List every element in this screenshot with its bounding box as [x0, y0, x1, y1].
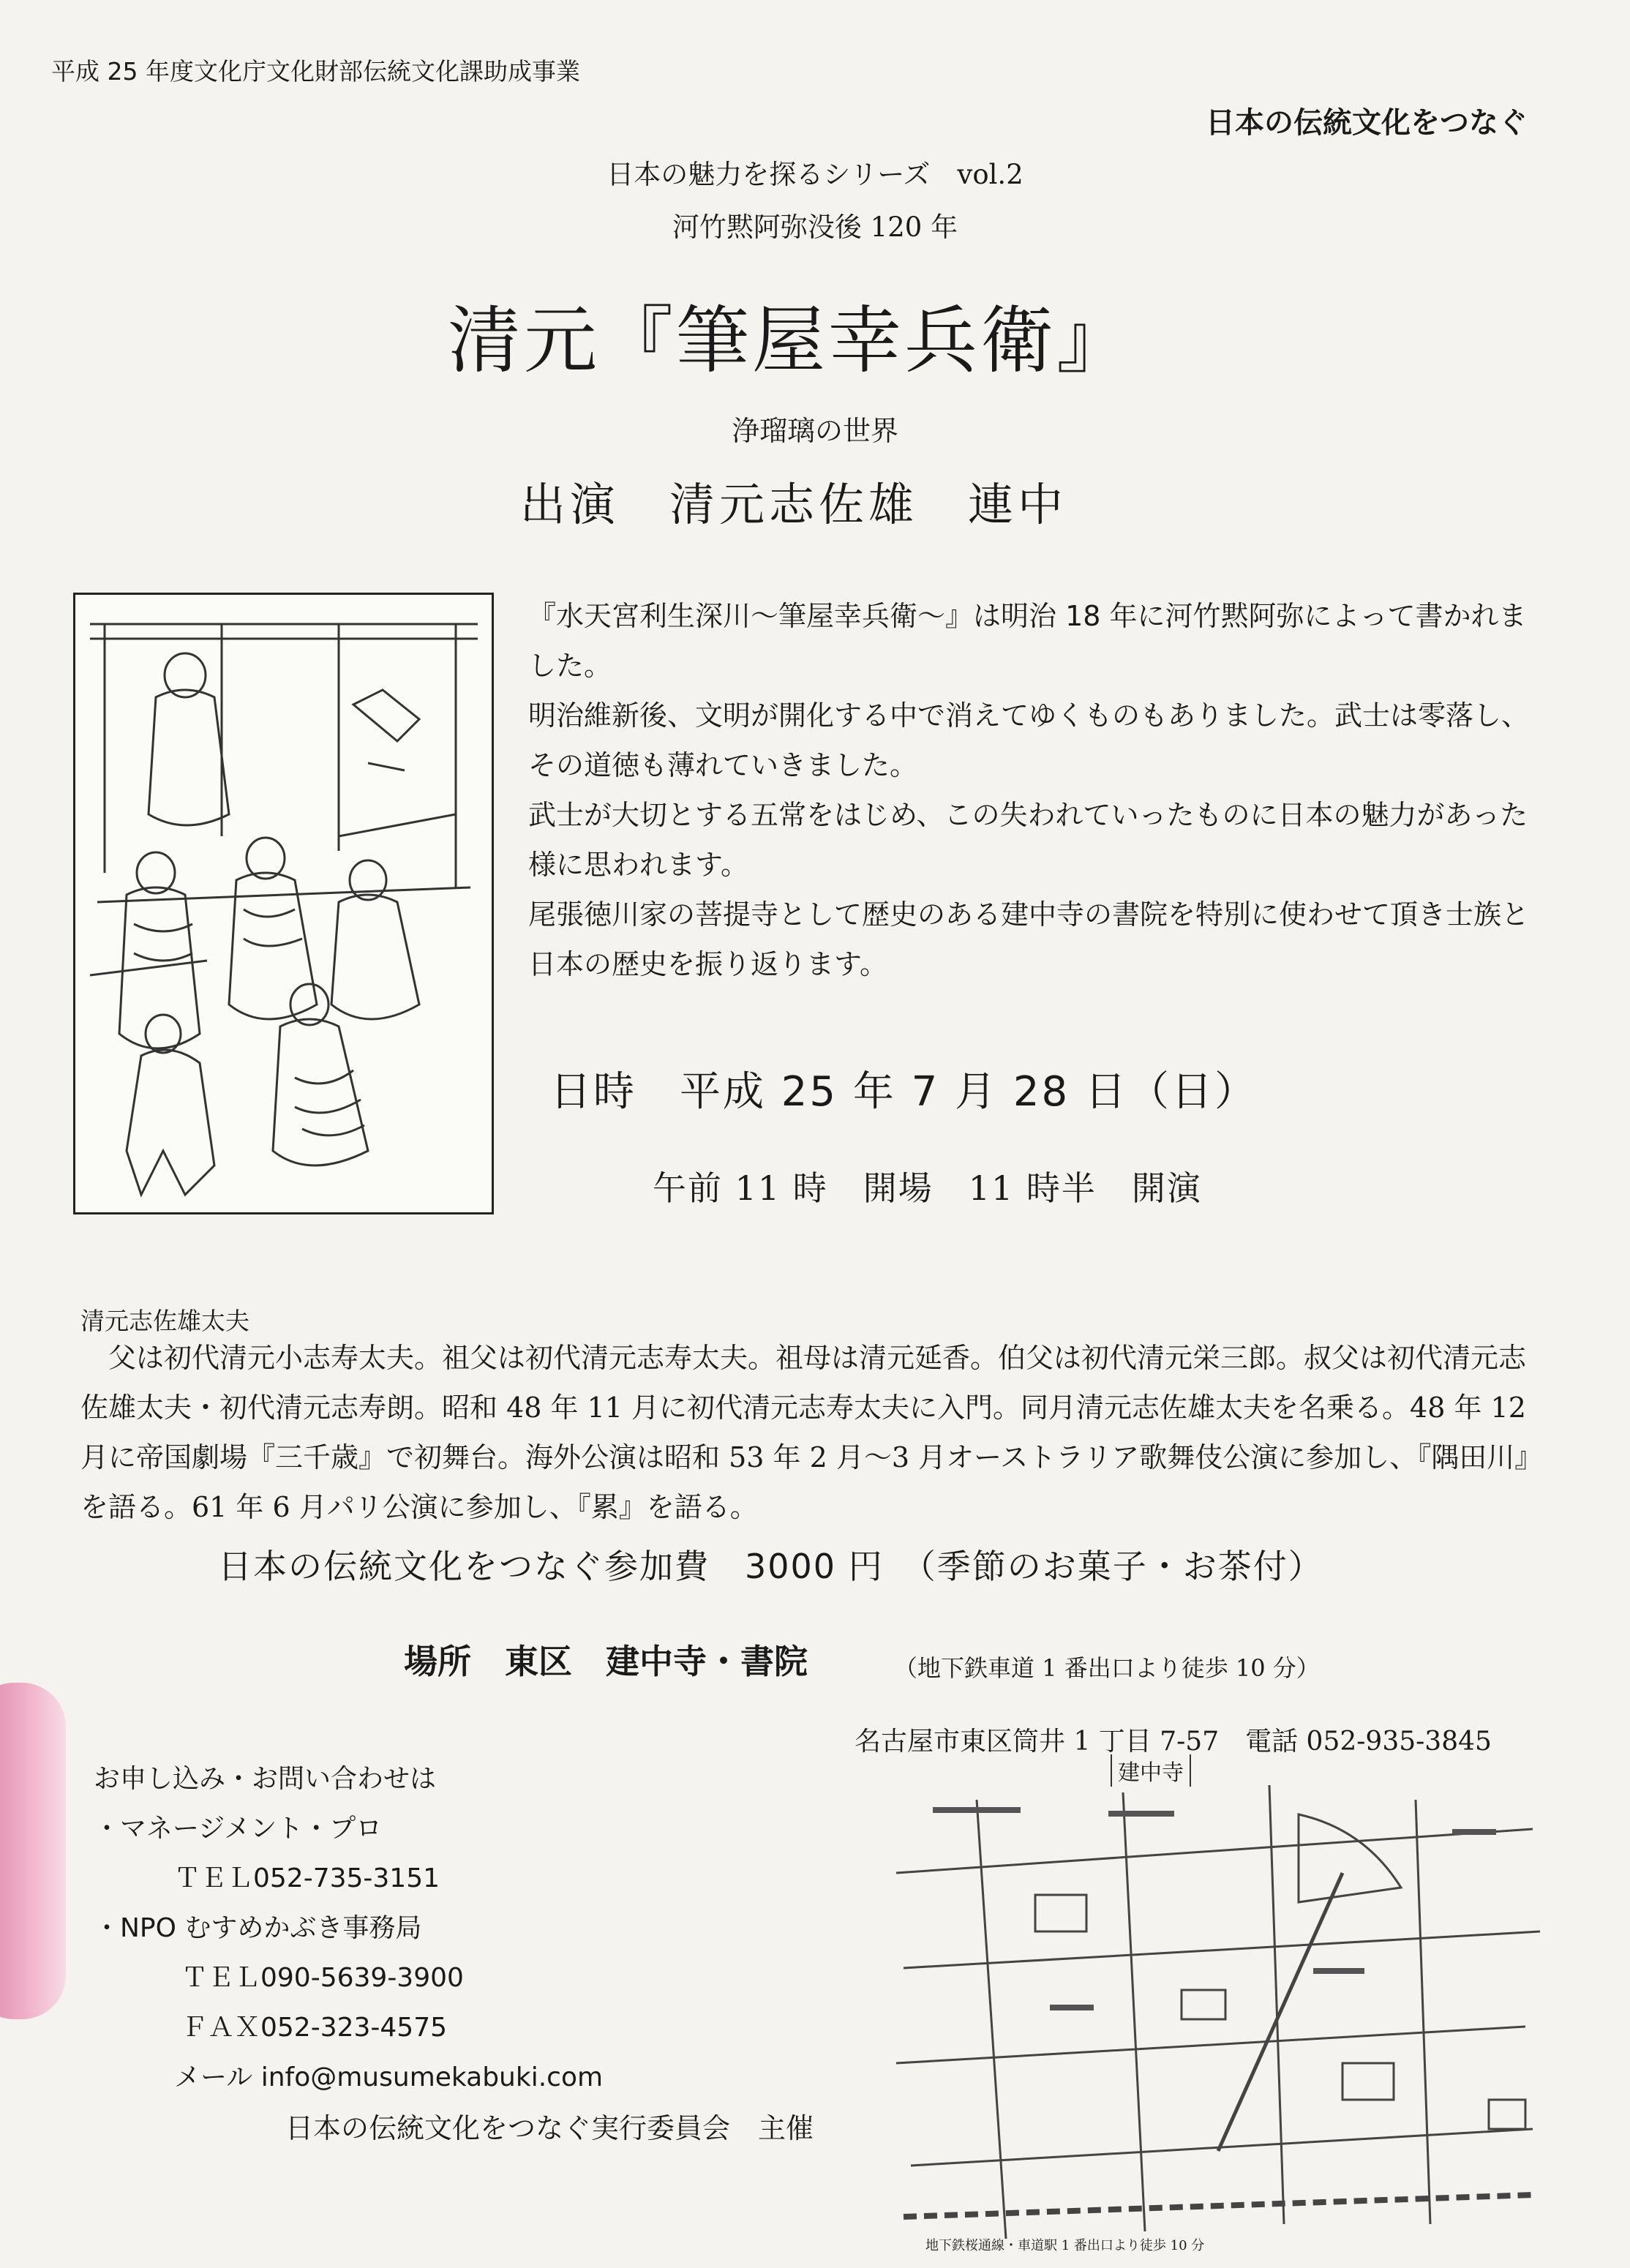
- genre-label: 浄瑠璃の世界: [731, 415, 898, 447]
- map-label: 建中寺: [1111, 1754, 1191, 1787]
- access-map: [889, 1785, 1547, 2250]
- participation-fee: 日本の伝統文化をつなぐ参加費 3000 円 （季節のお菓子・お茶付）: [218, 1547, 1323, 1586]
- subtitle: 河竹黙阿弥没後 120 年: [672, 211, 958, 243]
- event-date: 日時 平成 25 年 7 月 28 日（日）: [550, 1068, 1258, 1116]
- tagline: 日本の伝統文化をつなぐ: [1206, 106, 1528, 140]
- contact-heading: お申し込み・お問い合わせは: [94, 1764, 437, 1794]
- venue-place: 場所 東区 建中寺・書院: [404, 1642, 808, 1681]
- venue-access-note: （地下鉄車道 1 番出口より徒歩 10 分）: [894, 1654, 1320, 1682]
- bio-title: 清元志佐雄太夫: [80, 1307, 249, 1335]
- grant-notice: 平成 25 年度文化庁文化財部伝統文化課助成事業: [51, 57, 580, 86]
- event-time: 午前 11 時 開場 11 時半 開演: [653, 1168, 1202, 1208]
- contact-org-2: ・NPO むすめかぶき事務局: [94, 1913, 422, 1943]
- woodblock-illustration: [73, 593, 494, 1214]
- intro-paragraph: 『水天宮利生深川～筆屋幸兵衛～』は明治 18 年に河竹黙阿弥によって書かれました。: [528, 600, 1527, 682]
- map-caption: 地下鉄桜通線・車道駅 1 番出口より徒歩 10 分: [925, 2238, 1205, 2253]
- contact-block: [94, 1754, 603, 2103]
- contact-email: メール info@musumekabuki.com: [174, 2062, 604, 2092]
- illustration-drawing: [75, 595, 492, 1212]
- main-title: 清元『筆屋幸兵衛』: [448, 298, 1133, 383]
- bio-text: 父は初代清元小志寿太夫。祖父は初代清元志寿太夫。祖母は清元延香。伯父は初代清元栄三郎。叔父は初代清元志佐雄太夫・初代清元志寿朗。昭和 48 年 11 月に初代清元志寿太夫に入門。同月清元志佐雄太夫を名乗る。48 年 12 月に帝国劇場『三千歳』で初舞台。海外公演は昭和 53 年 2 月～3 月オーストラリア歌舞伎公演に参加し、『隅田川』を語る。61 年 6 月パリ公演に参加し、『累』を語る。: [80, 1342, 1529, 1523]
- venue-address: 名古屋市東区筒井 1 丁目 7-57 電話 052-935-3845: [855, 1727, 1492, 1757]
- organizer: 日本の伝統文化をつなぐ実行委員会 主催: [285, 2112, 814, 2144]
- intro-paragraph: 武士が大切とする五常をはじめ、この失われていったものに日本の魅力があった様に思われます。: [528, 799, 1528, 881]
- intro-text: [528, 591, 1531, 989]
- performer-line: 出演 清元志佐雄 連中: [519, 478, 1067, 531]
- intro-paragraph: 明治維新後、文明が開化する中で消えてゆくものもありました。武士は零落し、その道徳も薄れていきました。: [528, 699, 1530, 781]
- contact-org-2-tel: ＴＥＬ090-5639-3900: [181, 1963, 464, 1993]
- contact-org-1: ・マネージメント・プロ: [94, 1814, 383, 1844]
- series-title: 日本の魅力を探るシリーズ vol.2: [606, 159, 1024, 190]
- map-drawing: [889, 1785, 1547, 2250]
- intro-paragraph: 尾張徳川家の菩提寺として歴史のある建中寺の書院を特別に使わせて頂き士族と日本の歴史を振り返ります。: [528, 898, 1530, 980]
- contact-org-1-tel: ＴＥＬ052-735-3151: [174, 1863, 440, 1893]
- contact-org-2-fax: ＦＡＸ052-323-4575: [181, 2013, 448, 2043]
- finger-edge: [0, 1683, 66, 2019]
